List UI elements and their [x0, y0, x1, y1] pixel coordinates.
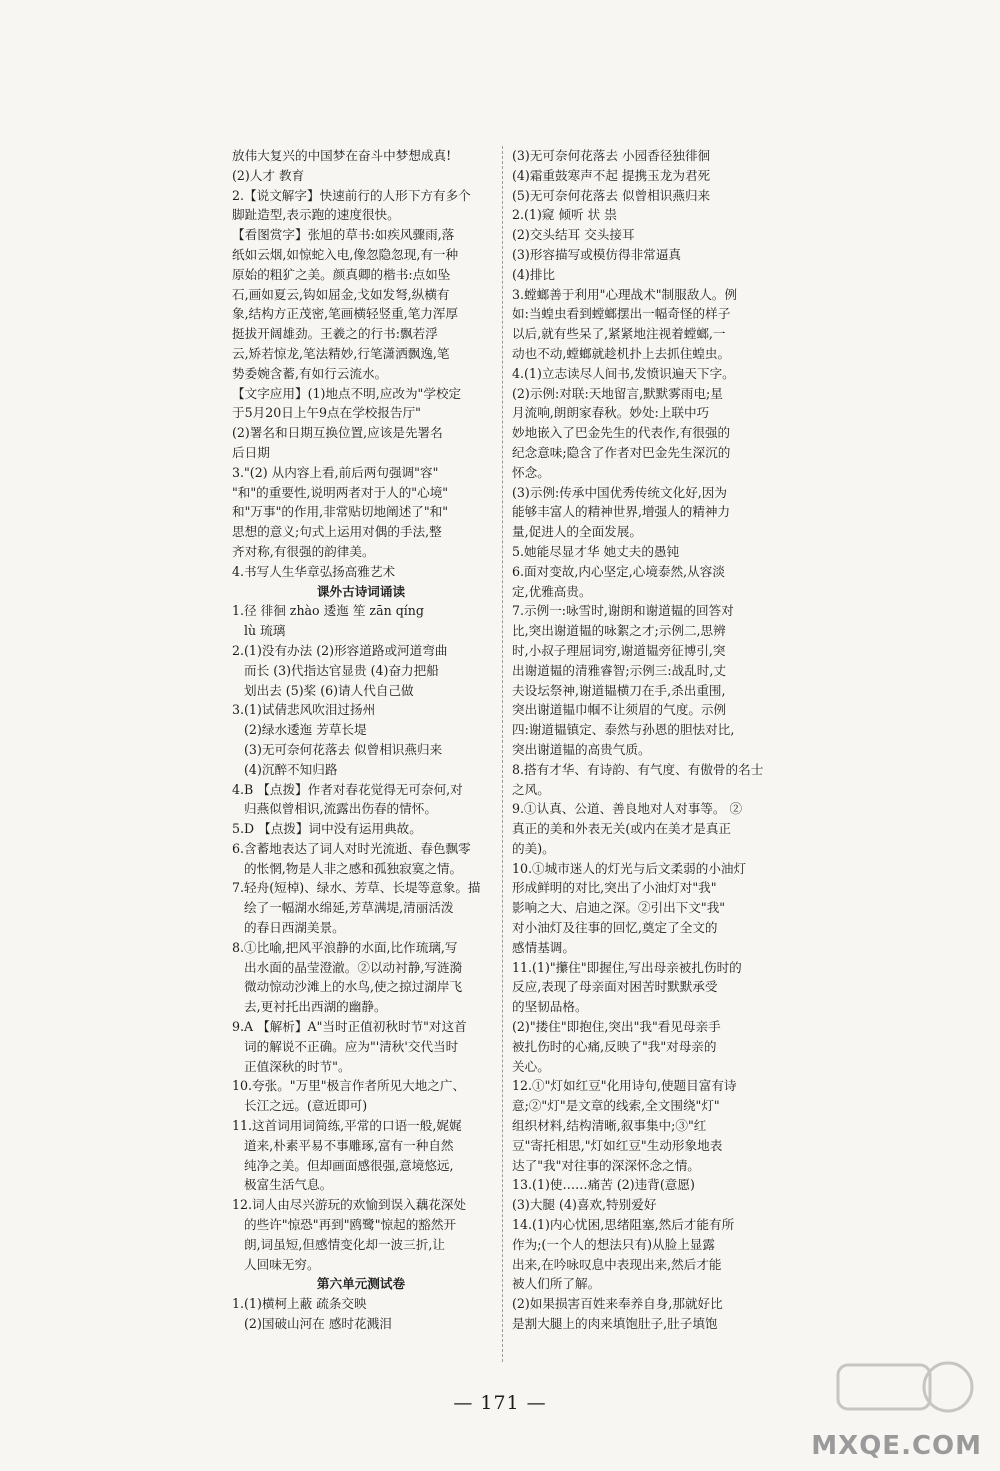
section-title: 第六单元测试卷	[316, 1276, 406, 1292]
answer-line: 势委婉含蓄,有如行云流水。	[232, 365, 388, 381]
answer-line: 思想的意义;句式上运用对偶的手法,整	[232, 524, 442, 540]
answer-line: 放伟大复兴的中国梦在奋斗中梦想成真!	[232, 148, 452, 163]
answer-line: 能够丰富人的精神世界,增强人的精神力	[512, 504, 731, 520]
answer-line: 脚趾造型,表示跑的速度很快。	[232, 207, 400, 223]
answer-line: 对小油灯及往事的回忆,奠定了全文的	[512, 920, 718, 936]
answer-line: 豆"寄托相思,"灯如红豆"生动形象地表	[512, 1137, 723, 1153]
answer-line: 齐对称,有很强的韵律美。	[232, 543, 375, 559]
answer-line: (3)大腿 (4)喜欢,特别爱好	[512, 1197, 657, 1213]
answer-line: 8.搭有才华、有诗韵、有气度、有傲骨的名士	[512, 761, 764, 777]
answer-line: 纸如云烟,如惊蛇入电,像忽隐忽现,有一种	[232, 246, 459, 262]
answer-line: 和"万事"的作用,非常贴切地阐述了"和"	[232, 504, 449, 520]
answer-line: 出水面的晶莹澄澈。②以动衬静,写涟漪	[232, 959, 463, 975]
answer-line: 量,促进人的全面发展。	[512, 524, 642, 540]
answer-line: 关心。	[512, 1058, 550, 1074]
answer-line: 以后,就有些呆了,紧紧地注视着螳螂,一	[512, 326, 726, 342]
answer-line: 的春日西湖美景。	[232, 920, 345, 936]
answer-line: 9.A 【解析】A"当时正值初秋时节"对这首	[232, 1019, 467, 1035]
section-title: 课外古诗词诵读	[316, 583, 406, 599]
answer-line: 动也不动,螳螂就趁机扑上去抓住蝗虫。	[512, 345, 731, 361]
answer-line: 比,突出谢道韫的咏絮之才;示例二,思辨	[512, 623, 726, 639]
answer-line: 反应,表现了母亲面对困苦时默默承受	[512, 979, 718, 995]
answer-line: "和"的重要性,说明两者对于人的"心境"	[232, 484, 449, 500]
answer-line: 13.(1)使……痛苦 (2)违背(意愿)	[512, 1177, 695, 1193]
answer-line: (5)无可奈何花落去 似曾相识燕归来	[512, 187, 711, 203]
answer-line: 【文字应用】(1)地点不明,应改为"学校定	[232, 385, 462, 401]
answer-line: 5.D 【点拨】词中没有运用典故。	[232, 821, 422, 837]
answer-line: 的些许"惊恐"再到"鸥鹭"惊起的豁然开	[232, 1217, 457, 1233]
answer-line: 被扎伤时的心痛,反映了"我"对母亲的	[512, 1038, 717, 1054]
answer-line: 纪念意味;隐含了作者对巴金先生深沉的	[512, 444, 731, 460]
answer-line: 象,结构方正茂密,笔画横轻竖重,笔力浑厚	[232, 306, 459, 322]
answer-line: (2)国破山河在 感时花溅泪	[232, 1316, 392, 1332]
answer-line: 达了"我"对往事的深深怀念之情。	[512, 1157, 700, 1173]
answer-line: 原始的粗犷之美。颜真卿的楷书:点如坠	[232, 266, 451, 282]
answer-line: 如:当蝗虫看到螳螂摆出一幅奇怪的样子	[512, 306, 731, 322]
answer-line: 作为;(一个人的想法只有)从脸上显露	[512, 1236, 715, 1252]
answer-line: 正值深秋的时节"。	[232, 1058, 351, 1074]
answer-line: 10.①城市迷人的灯光与后文柔弱的小油灯	[512, 860, 747, 876]
answer-line: 影响之大、启迪之深。②引出下文"我"	[512, 900, 726, 916]
answer-line: 3."(2) 从内容上看,前后两句强调"容"	[232, 464, 439, 480]
answer-line: 4.B 【点拨】作者对春花觉得无可奈何,对	[232, 781, 463, 797]
answer-line: 夫设坛祭神,谢道韫横刀在手,杀出重围,	[512, 682, 726, 698]
answer-line: (3)无可奈何花落去 小园香径独徘徊	[512, 148, 711, 163]
answer-line: 微动惊动沙滩上的水鸟,使之掠过湖岸飞	[232, 979, 463, 995]
answer-line: (2)示例:对联:天地留言,默默雾雨电;星	[512, 385, 723, 401]
answer-line: (4)沉醉不知归路	[232, 761, 338, 777]
answer-line: 10.夸张。"万里"极言作者所见大地之广、	[232, 1078, 466, 1094]
answer-line: 时,小叔子理屈词穷,谢道韫旁征博引,突	[512, 642, 726, 658]
answer-line: 的坚韧品格。	[512, 999, 588, 1015]
answer-line: 3.螳螂善于利用"心理战术"制服敌人。例	[512, 286, 738, 302]
answer-line: (2)"搂住"即抱住,突出"我"看见母亲手	[512, 1019, 721, 1035]
page-number: — 171 —	[453, 1392, 547, 1414]
answer-line: (3)示例:传承中国优秀传统文化好,因为	[512, 484, 727, 500]
answer-line: lù 琉璃	[232, 623, 286, 639]
column-divider	[502, 146, 503, 1362]
answer-line: 意;②"灯"是文章的线索,全文围绕"灯"	[512, 1098, 720, 1114]
answer-line: 1.(1)横柯上蔽 疏条交映	[232, 1296, 367, 1312]
answer-line: 出来,在吟咏叹息中表现出来,然后才能	[512, 1256, 722, 1272]
left-column	[232, 146, 490, 1334]
answer-line: 真正的美和外表无关(或内在美才是真正	[512, 821, 732, 837]
answer-line: 形成鲜明的对比,突出了小油灯对"我"	[512, 880, 717, 896]
answer-line: 12.词人由尽兴游玩的欢愉到误入藕花深处	[232, 1197, 467, 1213]
answer-line: 四:谢道韫镇定、泰然与孙恩的胆怯对比,	[512, 722, 735, 738]
answer-line: 之风。	[512, 781, 550, 797]
answer-line: 突出谢道韫巾帼不让须眉的气度。示例	[512, 702, 727, 718]
answer-line: 词的解说不正确。应为"'清秋'交代当时	[232, 1038, 459, 1054]
answer-line: (4)排比	[512, 266, 556, 282]
answer-line: (2)绿水逶迤 芳草长堤	[232, 722, 367, 738]
answer-line: 突出谢道韫的高贵气质。	[512, 741, 651, 757]
answer-line: (2)人才 教育	[232, 167, 305, 183]
answer-line: 定,优雅高贵。	[512, 583, 592, 599]
answer-line: 云,矫若惊龙,笔法精妙,行笔潇洒飘逸,笔	[232, 345, 450, 361]
answer-line: 11.这首词用词简练,平常的口语一般,娓娓	[232, 1118, 462, 1134]
answer-line: 4.(1)立志读尽人间书,发愤识遍天下字。	[512, 365, 735, 381]
answer-line: 怀念。	[512, 464, 550, 480]
answer-line: 月流响,朗朗家春秋。妙处:上联中巧	[512, 405, 710, 421]
answer-line: 2.(1)没有办法 (2)形容道路或河道弯曲	[232, 642, 448, 658]
answer-line: 1.径 徘徊 zhào 逶迤 笙 zān qíng	[232, 603, 424, 619]
answer-line: (3)无可奈何花落去 似曾相识燕归来	[232, 741, 443, 757]
answer-line: 绘了一幅湖水绵延,芳草满堤,清丽活泼	[232, 900, 454, 916]
answer-line: 于5月20日上午9点在学校报告厅"	[232, 405, 421, 421]
answer-line: 挺拔开阔雄劲。王羲之的行书:飘若浮	[232, 326, 438, 342]
answer-line: 是割大腿上的肉来填饱肚子,肚子填饱	[512, 1316, 718, 1332]
answer-line: 的怅惘,物是人非之感和孤独寂寞之情。	[232, 860, 463, 876]
answer-line: 6.含蓄地表达了词人对时光流逝、春色飘零	[232, 840, 471, 856]
answer-line: 5.她能尽显才华 她丈夫的愚钝	[512, 543, 680, 559]
answer-line: 3.(1)试倩悲风吹泪过扬州	[232, 702, 376, 718]
answer-line: 被人们所了解。	[512, 1276, 601, 1292]
answer-line: 9.①认真、公道、善良地对人对事等。 ②	[512, 801, 743, 817]
answer-line: (4)霜重鼓寒声不起 提携玉龙为君死	[512, 167, 711, 183]
answer-line: 出谢道韫的清雅睿智;示例三:战乱时,丈	[512, 662, 726, 678]
answer-line: 而长 (3)代指达官显贵 (4)奋力把船	[232, 662, 439, 678]
answer-line: 2.【说文解字】快速前行的人形下方有多个	[232, 187, 471, 203]
answer-line: 极富生活气息。	[232, 1177, 333, 1193]
answer-line: 去,更衬托出西湖的幽静。	[232, 999, 387, 1015]
answer-line: 长江之远。(意近即可)	[232, 1098, 368, 1114]
answer-line: 后日期	[232, 444, 270, 460]
answer-line: 道来,朴素平易不事雕琢,富有一种自然	[232, 1137, 454, 1153]
answer-line: 人回味无穷。	[232, 1256, 320, 1272]
answer-line: (2)交头结耳 交头接耳	[512, 227, 635, 243]
answer-line: (2)署名和日期互换位置,应该是先署名	[232, 425, 443, 441]
answer-line: 组织材料,结构清晰,叙事集中;③"红	[512, 1118, 707, 1134]
answer-line: 2.(1)窥 倾听 状 祟	[512, 207, 617, 223]
answer-line: (2)如果损害百姓来奉养自身,那就好比	[512, 1296, 723, 1312]
right-column	[512, 146, 770, 1334]
watermark-text: MXQE.COM	[811, 1431, 982, 1461]
answer-line: 【看图赏字】张旭的草书:如疾风骤雨,落	[232, 227, 455, 243]
answer-line: 妙地嵌入了巴金先生的代表作,有很强的	[512, 425, 731, 441]
answer-line: 感情基调。	[512, 939, 575, 955]
answer-line: 石,画如夏云,钩如屈金,戈如发弩,纵横有	[232, 286, 450, 302]
answer-line: 14.(1)内心忧困,思绪阻塞,然后才能有所	[512, 1217, 735, 1233]
answer-line: 归燕似曾相识,流露出伤春的情怀。	[232, 801, 437, 817]
answer-line: 7.示例一:咏雪时,谢朗和谢道韫的回答对	[512, 603, 734, 619]
answer-line: (3)形容描写或模仿得非常逼真	[512, 246, 681, 262]
answer-line: 7.轻舟(短棹)、绿水、芳草、长堤等意象。描	[232, 880, 481, 896]
answer-line: 朗,词虽短,但感情变化却一波三折,让	[232, 1236, 445, 1252]
answer-line: 4.书写人生华章弘扬高雅艺术	[232, 563, 396, 579]
answer-line: 11.(1)"攥住"即握住,写出母亲被扎伤时的	[512, 959, 742, 975]
answer-line: 划出去 (5)桨 (6)请人代自己做	[232, 682, 414, 698]
answer-line: 6.面对变故,内心坚定,心境泰然,从容淡	[512, 563, 725, 579]
answer-line: 纯净之美。但却画面感很强,意境悠远,	[232, 1157, 454, 1173]
answer-line: 的美)。	[512, 840, 555, 856]
answer-line: 12.①"灯如红豆"化用诗句,使题目富有诗	[512, 1078, 737, 1094]
answer-line: 8.①比喻,把风平浪静的水面,比作琉璃,写	[232, 939, 458, 955]
